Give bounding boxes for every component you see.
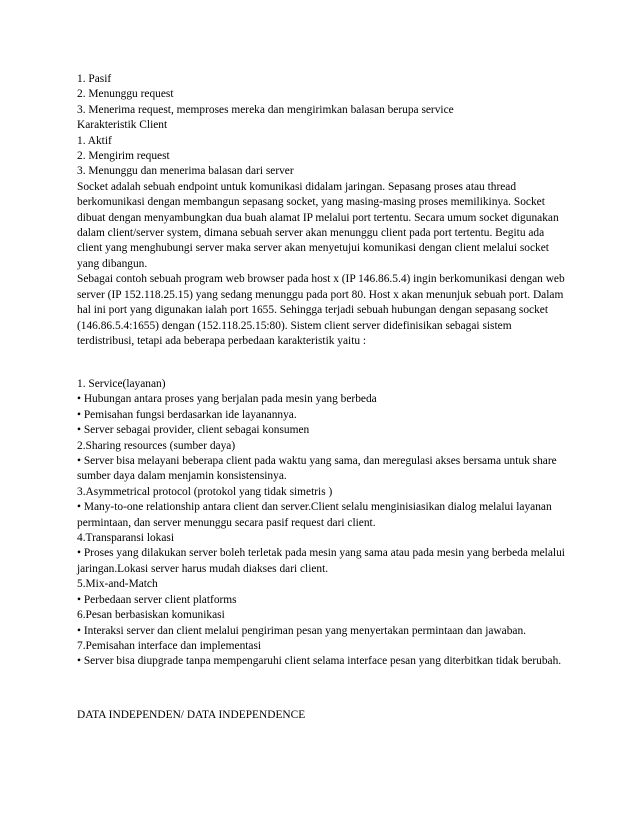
characteristic-bullet: • Interaksi server dan client melalui pengiriman pesan yang menyertakan permintaan dan jawaban. (77, 624, 526, 637)
role-item-wait-request: 2. Menunggu request (77, 88, 174, 101)
characteristic-bullet: • Perbedaan server client platforms (77, 593, 237, 606)
client-item-send-request: 2. Mengirim request (77, 150, 170, 163)
characteristic-heading-message: 6.Pesan berbasiskan komunikasi (77, 609, 225, 622)
characteristic-heading-service: 1. Service(layanan) (77, 378, 166, 390)
characteristic-bullet: • Server sebagai provider, client sebagai konsumen (77, 424, 310, 437)
characteristic-heading-sharing: 2.Sharing resources (sumber daya) (77, 439, 236, 452)
client-item-receive-reply: 3. Menunggu dan menerima balasan dari server (77, 165, 294, 178)
characteristic-bullet: • Server bisa melayani beberapa client pada waktu yang sama, dan meregulasi akses bersama untuk share sumber daya dalam menjamin konsistensinya. (77, 455, 557, 483)
characteristics-section (77, 377, 569, 670)
characteristic-heading-interface: 7.Pemisahan interface dan implementasi (77, 639, 262, 652)
client-characteristics-heading: Karakteristik Client (77, 119, 168, 132)
characteristic-bullet: • Server bisa diupgrade tanpa mempengaruhi client selama interface pesan yang diterbitkan tidak berubah. (77, 655, 562, 668)
characteristic-heading-asymmetrical: 3.Asymmetrical protocol (protokol yang tidak simetris ) (77, 485, 333, 498)
characteristic-bullet: • Pemisahan fungsi berdasarkan ide layanannya. (77, 408, 297, 421)
intro-section (77, 72, 569, 349)
client-item-active: 1. Aktif (77, 134, 112, 147)
socket-paragraph: Socket adalah sebuah endpoint untuk komunikasi didalam jaringan. Sepasang proses atau thread berkomunikasi dengan membangun sepasang socket, yang masing-masing proses memilikinya. Socket dibuat dengan menyambungkan dua buah alamat IP melalui port tertentu. Secara umum socket digunakan dalam client/server system, dimana sebuah server akan menunggu client pada port tertentu. Begitu ada client yang menghubungi server maka server akan menyetujui komunikasi dengan client melalui socket yang dibangun. (77, 180, 559, 270)
section-heading-block (77, 708, 569, 723)
role-item-process-request: 3. Menerima request, memproses mereka dan mengirimkan balasan berupa service (77, 103, 454, 116)
characteristic-bullet: • Many-to-one relationship antara client dan server.Client selalu menginisiasikan dialog melalui layanan permintaan, dan server menunggu secara pasif request dari client. (77, 501, 552, 529)
section-heading: DATA INDEPENDEN/ DATA INDEPENDENCE (77, 709, 306, 721)
role-item-passive: 1. Pasif (77, 73, 112, 85)
example-paragraph: Sebagai contoh sebuah program web browser pada host x (IP 146.86.5.4) ingin berkomunikasi dengan web server (IP 152.118.25.15) yang sedang menunggu pada port 80. Host x akan menunjuk sebuah port. Dalam hal ini port yang digunakan ialah port 1655. Sehingga terjadi sebuah hubungan dengan sepasang socket (146.86.5.4:1655) dengan (152.118.25.15:80). Sistem client server didefinisikan sebagai sistem terdistribusi, tetapi ada beberapa perbedaan karakteristik yaitu : (77, 273, 565, 347)
characteristic-heading-transparency: 4.Transparansi lokasi (77, 532, 175, 545)
characteristic-bullet: • Proses yang dilakukan server boleh terletak pada mesin yang sama atau pada mesin yang berbeda melalui jaringan.Lokasi server harus mudah diakses dari client. (77, 547, 565, 575)
characteristic-bullet: • Hubungan antara proses yang berjalan pada mesin yang berbeda (77, 393, 377, 406)
characteristic-heading-mix-and-match: 5.Mix-and-Match (77, 578, 158, 591)
